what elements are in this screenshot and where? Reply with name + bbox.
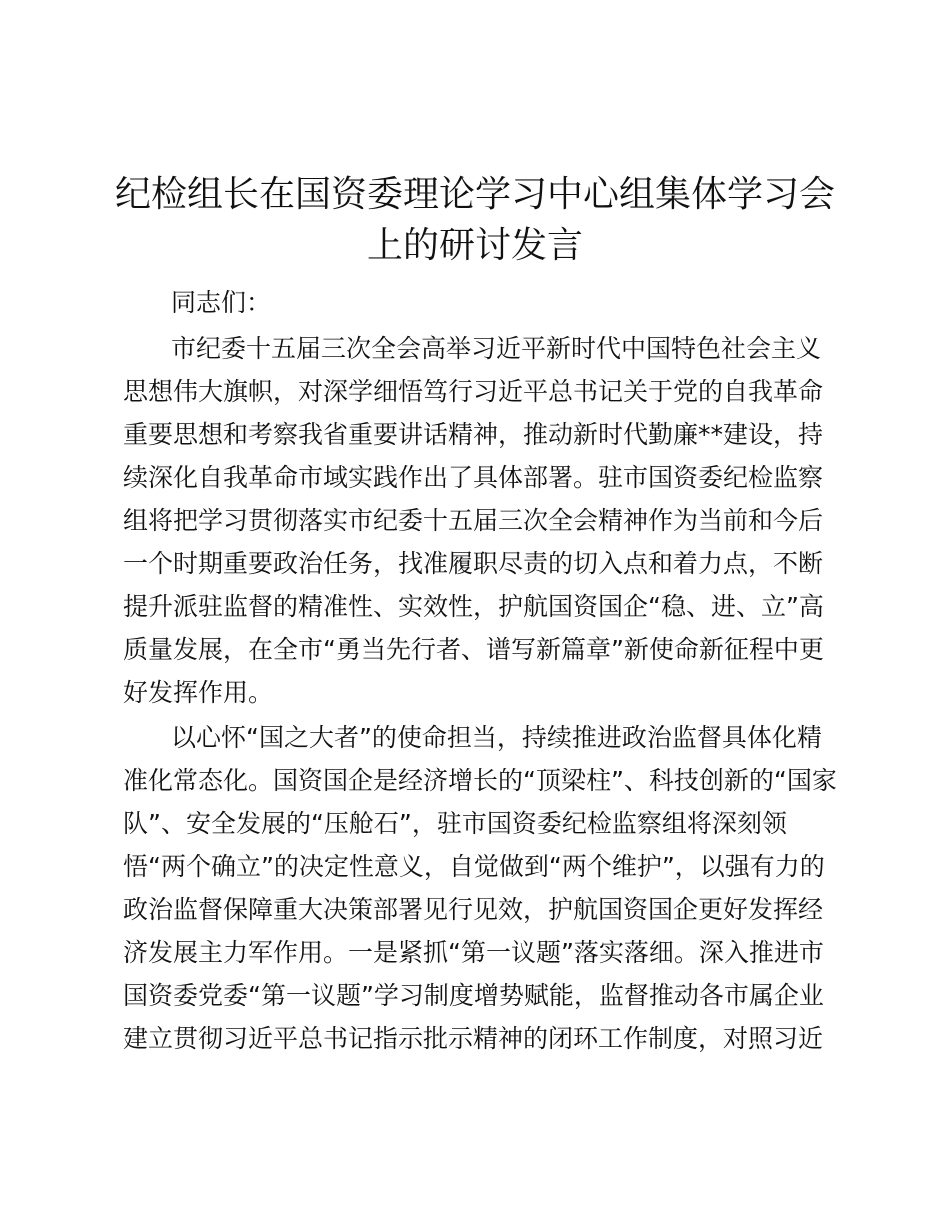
paragraph-2-line: 以心怀“国之大者”的使命担当，持续推进政治监督具体化精 (171, 723, 822, 752)
paragraph-2-line: 悟“两个确立”的决定性意义，自觉做到“两个维护”，以强有力的 (123, 852, 825, 881)
paragraph-2-line: 准化常态化。国资国企是经济增长的“顶梁柱”、科技创新的“国家 (123, 766, 837, 795)
document-title-line-1: 纪检组长在国资委理论学习中心组集体学习会 (114, 174, 835, 215)
paragraph-1-line: 提升派驻监督的精准性、实效性，护航国资国企“稳、进、立”高 (123, 592, 824, 621)
paragraph-2-line: 队”、安全发展的“压舱石”，驻市国资委纪检监察组将深刻领 (123, 809, 787, 838)
paragraph-1-line: 续深化自我革命市域实践作出了具体部署。驻市国资委纪检监察 (123, 463, 824, 492)
paragraph-1-line: 组将把学习贯彻落实市纪委十五届三次全会精神作为当前和今后 (123, 506, 824, 535)
paragraph-2-line: 建立贯彻习近平总书记指示批示精神的闭环工作制度，对照习近 (123, 1024, 824, 1053)
paragraph-1-line: 思想伟大旗帜，对深学细悟笃行习近平总书记关于党的自我革命 (123, 377, 824, 406)
paragraph-1-line: 市纪委十五届三次全会高举习近平新时代中国特色社会主义 (171, 334, 822, 363)
salutation: 同志们： (171, 288, 272, 317)
document-title-line-2: 上的研讨发言 (366, 225, 583, 266)
paragraph-2-line: 济发展主力军作用。一是紧抓“第一议题”落实落细。深入推进市 (123, 938, 824, 967)
paragraph-1-line: 重要思想和考察我省重要讲话精神，推动新时代勤廉**建设，持 (123, 420, 824, 449)
paragraph-1-line: 好发挥作用。 (123, 678, 274, 707)
paragraph-1-line: 一个时期重要政治任务，找准履职尽责的切入点和着力点，不断 (123, 549, 824, 578)
paragraph-1-line: 质量发展，在全市“勇当先行者、谱写新篇章”新使命新征程中更 (123, 635, 824, 664)
paragraph-2-line: 政治监督保障重大决策部署见行见效，护航国资国企更好发挥经 (123, 895, 824, 924)
paragraph-2-line: 国资委党委“第一议题”学习制度增势赋能，监督推动各市属企业 (123, 981, 824, 1010)
